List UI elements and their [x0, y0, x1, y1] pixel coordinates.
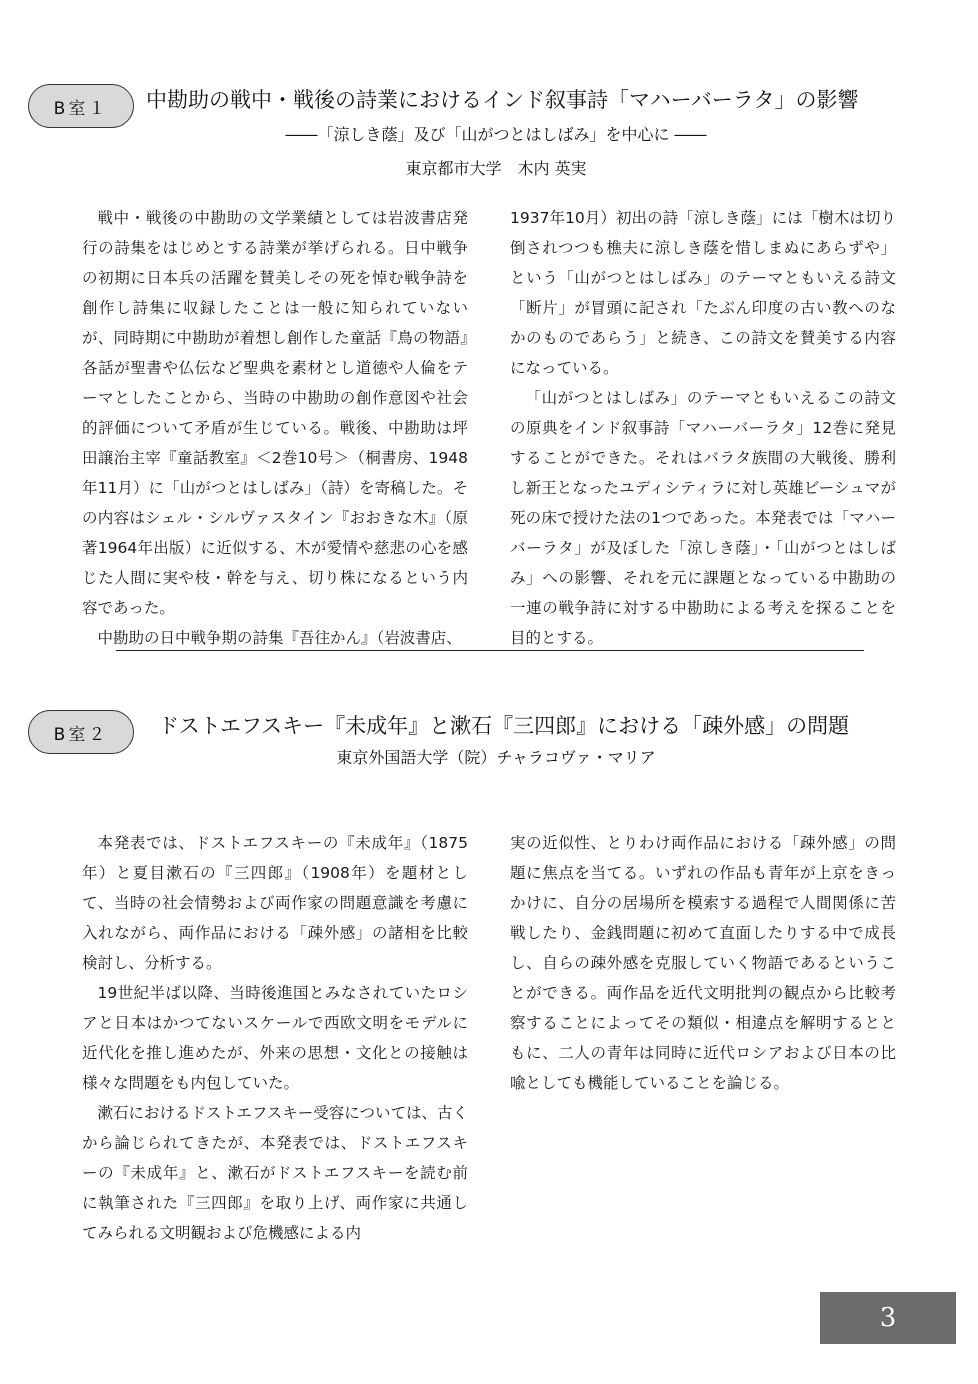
session1-right-column	[510, 203, 896, 653]
paragraph: 中勘助の日中戦争期の詩集『吾往かん』（岩波書店、	[97, 629, 462, 647]
session2-affiliation: 東京外国語大学（院）チャラコヴァ・マリア	[336, 748, 656, 767]
room-badge-b1: B室１	[28, 84, 134, 128]
session1-title: 中勘助の戦中・戦後の詩業におけるインド叙事詩「マハーバーラタ」の影響	[146, 88, 859, 112]
paragraph: 実の近似性、とりわけ両作品における「疎外感」の問題に焦点を当てる。いずれの作品も青年が上京をきっかけに、自分の居場所を模索する過程で人間関係に苦戦したり、金銭問題に初めて直面したりする中で成長し、自らの疎外感を克服していく物語であるということができる。両作品を近代文明批判の観点から比較考察することによってその類似・相違点を解明するとともに、二人の青年は同時に近代ロシアおよび日本の比喩としても機能していることを論じる。	[510, 834, 896, 1092]
room-badge-b2: B室２	[28, 710, 134, 754]
page-number: 3	[820, 1292, 956, 1344]
session1-subtitle: ――「涼しき蔭」及び「山がつとはしばみ」を中心に ――	[285, 125, 707, 144]
session2-left-column	[82, 828, 468, 1248]
session1-left-column	[82, 203, 468, 653]
paragraph: 「山がつとはしばみ」のテーマともいえるこの詩文の原典をインド叙事詩「マハーバーラタ」12巻に発見することができた。それはバラタ族間の大戦後、勝利し新王となったユディシティラに対し英雄ビーシュマが死の床で授けた法の1つであった。本発表では「マハーバーラタ」が及ぼした「涼しき蔭」・「山がつとはしばみ」への影響、それを元に課題となっている中勘助の一連の戦争詩に対する中勘助による考えを探ることを目的とする。	[510, 389, 896, 647]
paragraph: 戦中・戦後の中勘助の文学業績としては岩波書店発行の詩集をはじめとする詩業が挙げられる。日中戦争の初期に日本兵の活躍を賛美しその死を悼む戦争詩を創作し詩集に収録したことは一般に知られていないが、同時期に中勘助が着想し創作した童話『鳥の物語』各話が聖書や仏伝など聖典を素材とし道徳や人倫をテーマとしたことから、当時の中勘助の創作意図や社会的評価について矛盾が生じている。戦後、中勘助は坪田譲治主宰『童話教室』＜2巻10号＞（桐書房、1948年11月）に「山がつとはしばみ」（詩）を寄稿した。その内容はシェル・シルヴァスタイン『おおきな木』（原著1964年出版）に近似する、木が愛情や慈悲の心を感じた人間に実や枝・幹を与え、切り株になるという内容であった。	[82, 209, 468, 617]
paragraph: 1937年10月）初出の詩「涼しき蔭」には「樹木は切り倒されつつも樵夫に涼しき蔭を惜しまぬにあらずや」という「山がつとはしばみ」のテーマともいえる詩文「断片」が冒頭に記され「たぶん印度の古い教へのなかのものであらう」と続き、この詩文を賛美する内容になっている。	[510, 209, 896, 377]
session1-affiliation: 東京都市大学 木内 英実	[405, 159, 587, 178]
paragraph: 19世紀半ば以降、当時後進国とみなされていたロシアと日本はかつてないスケールで西欧文明をモデルに近代化を推し進めたが、外来の思想・文化との接触は様々な問題をも内包していた。	[82, 984, 468, 1092]
session2-title: ドストエフスキー『未成年』と漱石『三四郎』における「疎外感」の問題	[158, 714, 850, 738]
paragraph: 本発表では、ドストエフスキーの『未成年』（1875年）と夏目漱石の『三四郎』（1908年）を題材として、当時の社会情勢および両作家の問題意識を考慮に入れながら、両作品における「疎外感」の諸相を比較検討し、分析する。	[82, 834, 468, 972]
session2-right-column	[510, 828, 896, 1098]
section-divider	[116, 650, 864, 651]
paragraph: 漱石におけるドストエフスキー受容については、古くから論じられてきたが、本発表では、ドストエフスキーの『未成年』と、漱石がドストエフスキーを読む前に執筆された『三四郎』を取り上げ、両作家に共通してみられる文明観および危機感による内	[82, 1104, 468, 1242]
